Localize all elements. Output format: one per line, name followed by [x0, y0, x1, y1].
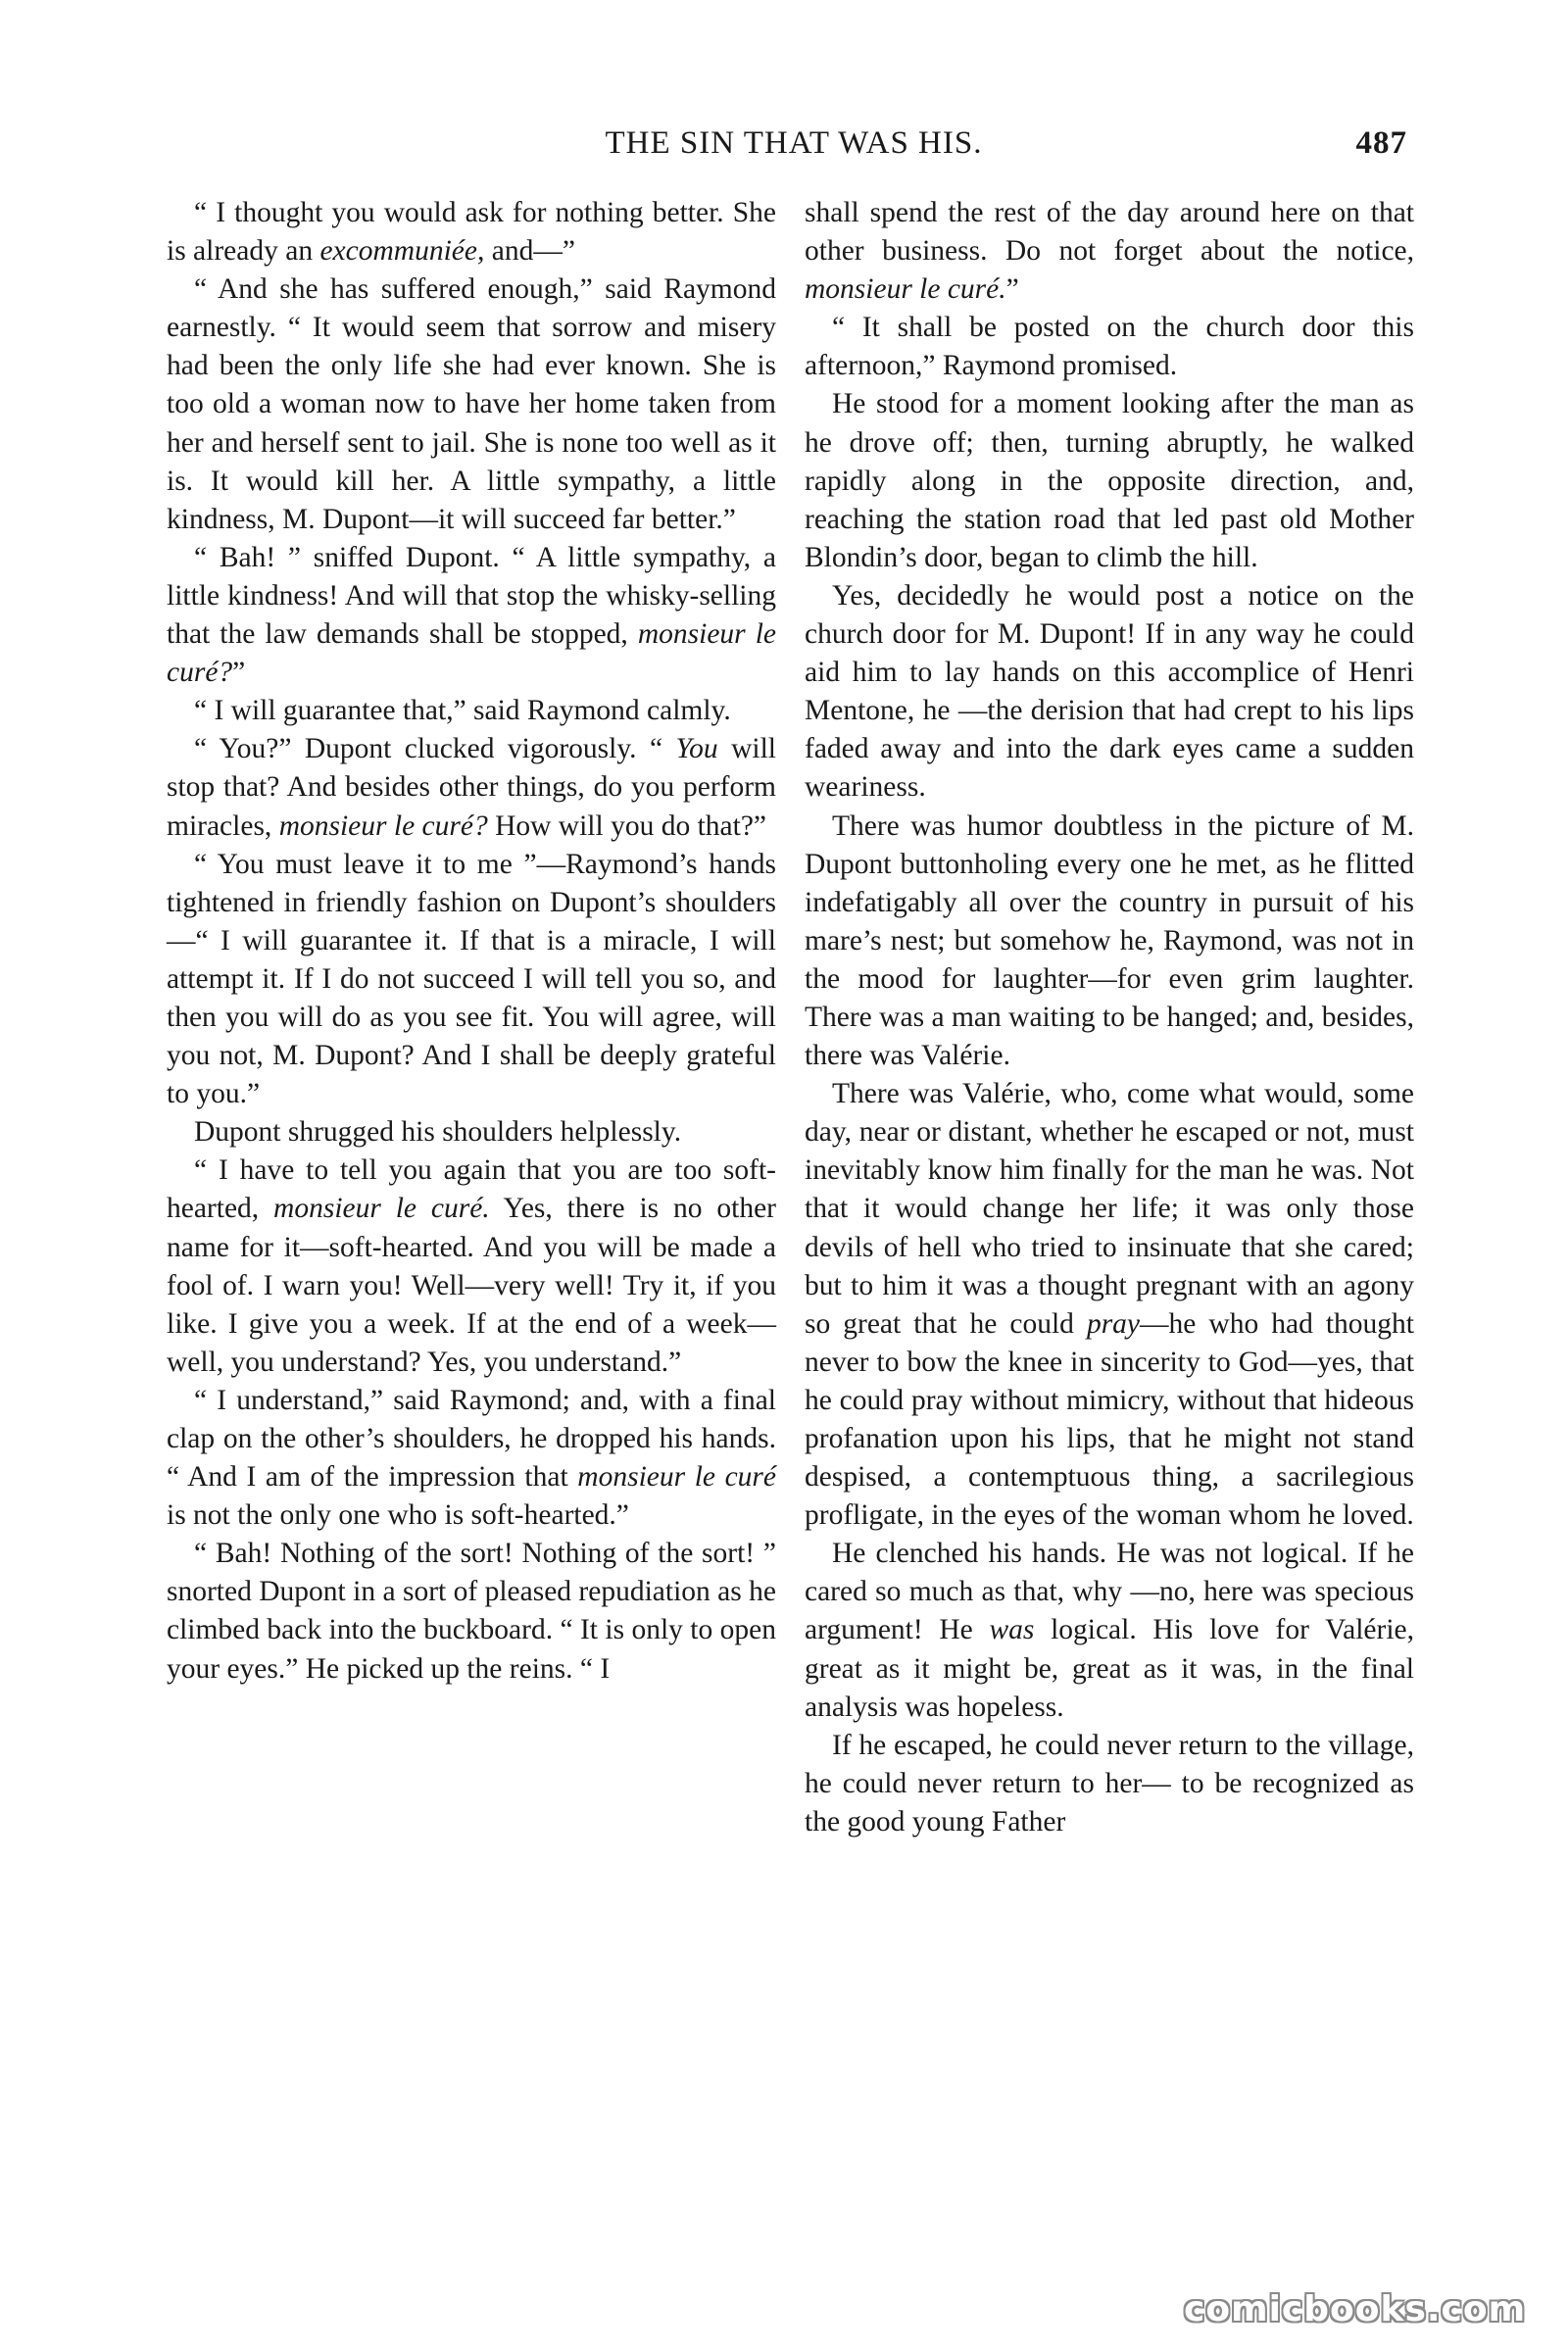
paragraph: “ And she has suffered enough,” said Raymond earnestly. “ It would seem that sorrow and misery had been the only life she had ever known. She is too old a woman now to have her home taken from her and herself sent to jail. She is none too well as it is. It would kill her. A little sympathy, a little kindness, M. Dupont—it will succeed far better.”: [167, 273, 776, 535]
paragraph: If he escaped, he could never return to the village, he could never return to her— to be recognized as the good young Father: [805, 1729, 1414, 1838]
running-head: [167, 125, 1421, 172]
paragraph: “ I have to tell you again that you are too soft-hearted, monsieur le curé. Yes, there is no other name for it—soft-hearted. And you will be made a fool of. I warn you! Well—very well! Try it, if you like. I give you a week. If at the end of a week—well, you understand? Yes, you understand.”: [167, 1154, 776, 1378]
left-column: [167, 194, 776, 1689]
right-column: [805, 194, 1414, 1841]
paragraph: There was Valérie, who, come what would, some day, near or distant, whether he escaped or not, must inevitably know him finally for the man he was. Not that it would change her life; it was only those devils of hell who tried to insinuate that she cared; but to him it was a thought pregnant with an agony so great that he could pray—he who had thought never to bow the knee in sincerity to God—yes, that he could pray without mimicry, without that hideous profanation upon his lips, that he might not stand despised, a contemptuous thing, a sacrilegious profligate, in the eyes of the woman whom he loved.: [805, 1078, 1414, 1532]
paragraph: “ I will guarantee that,” said Raymond calmly.: [194, 695, 731, 727]
paragraph: “ You?” Dupont clucked vigorously. “ You will stop that? And besides other things, do you perform miracles, monsieur le curé? How will you do that?”: [167, 733, 776, 842]
paragraph: “ Bah! Nothing of the sort! Nothing of the sort! ” snorted Dupont in a sort of pleased repudiation as he climbed back into the buckboard. “ It is only to open your eyes.” He picked up the reins. “ I: [167, 1538, 776, 1685]
running-title: THE SIN THAT WAS HIS.: [605, 125, 983, 161]
paragraph: He clenched his hands. He was not logical. If he cared so much as that, why —no, here was specious argument! He was logical. His love for Valérie, great as it might be, great as it was, in the final analysis was hopeless.: [805, 1538, 1414, 1723]
paragraph: “ I understand,” said Raymond; and, with a final clap on the other’s shoulders, he dropped his hands. “ And I am of the impression that monsieur le curé is not the only one who is soft-hearted.”: [167, 1384, 776, 1532]
paragraph: He stood for a moment looking after the man as he drove off; then, turning abruptly, he walked rapidly along in the opposite direction, and, reaching the station road that led past old Mother Blondin’s door, began to climb the hill.: [805, 388, 1414, 573]
paragraph: Dupont shrugged his shoulders helplessly.: [194, 1116, 682, 1149]
paragraph: Yes, decidedly he would post a notice on the church door for M. Dupont! If in any way he could aid him to lay hands on this accomplice of Henri Mentone, he —the derision that had crept to his lips faded away and into the dark eyes came a sudden weariness.: [805, 579, 1414, 804]
paragraph: There was humor doubtless in the picture of M. Dupont buttonholing every one he met, as he flitted indefatigably all over the country in pursuit of his mare’s nest; but somehow he, Raymond, was not in the mood for laughter—for even grim laughter. There was a man waiting to be hanged; and, besides, there was Valérie.: [805, 809, 1414, 1072]
paragraph: “ It shall be posted on the church door this afternoon,” Raymond promised.: [805, 312, 1414, 382]
page-number: 487: [1355, 125, 1407, 161]
paragraph-continued: shall spend the rest of the day around here on that other business. Do not forget about the notice, monsieur le curé.”: [805, 197, 1414, 306]
paragraph: “ Bah! ” sniffed Dupont. “ A little sympathy, a little kindness! And will that stop the whisky-selling that the law demands shall be stopped, monsieur le curé?”: [167, 541, 777, 689]
paragraph: “ I thought you would ask for nothing better. She is already an excommuniée, and—”: [167, 197, 776, 268]
paragraph: “ You must leave it to me ”—Raymond’s hands tightened in friendly fashion on Dupont’s shoulders—“ I will guarantee it. If that is a miracle, I will attempt it. If I do not succeed I will tell you so, and then you will do as you see fit. You will agree, will you not, M. Dupont? And I shall be deeply grateful to you.”: [167, 848, 776, 1110]
site-watermark: comicbooks.com: [1184, 2289, 1527, 2329]
